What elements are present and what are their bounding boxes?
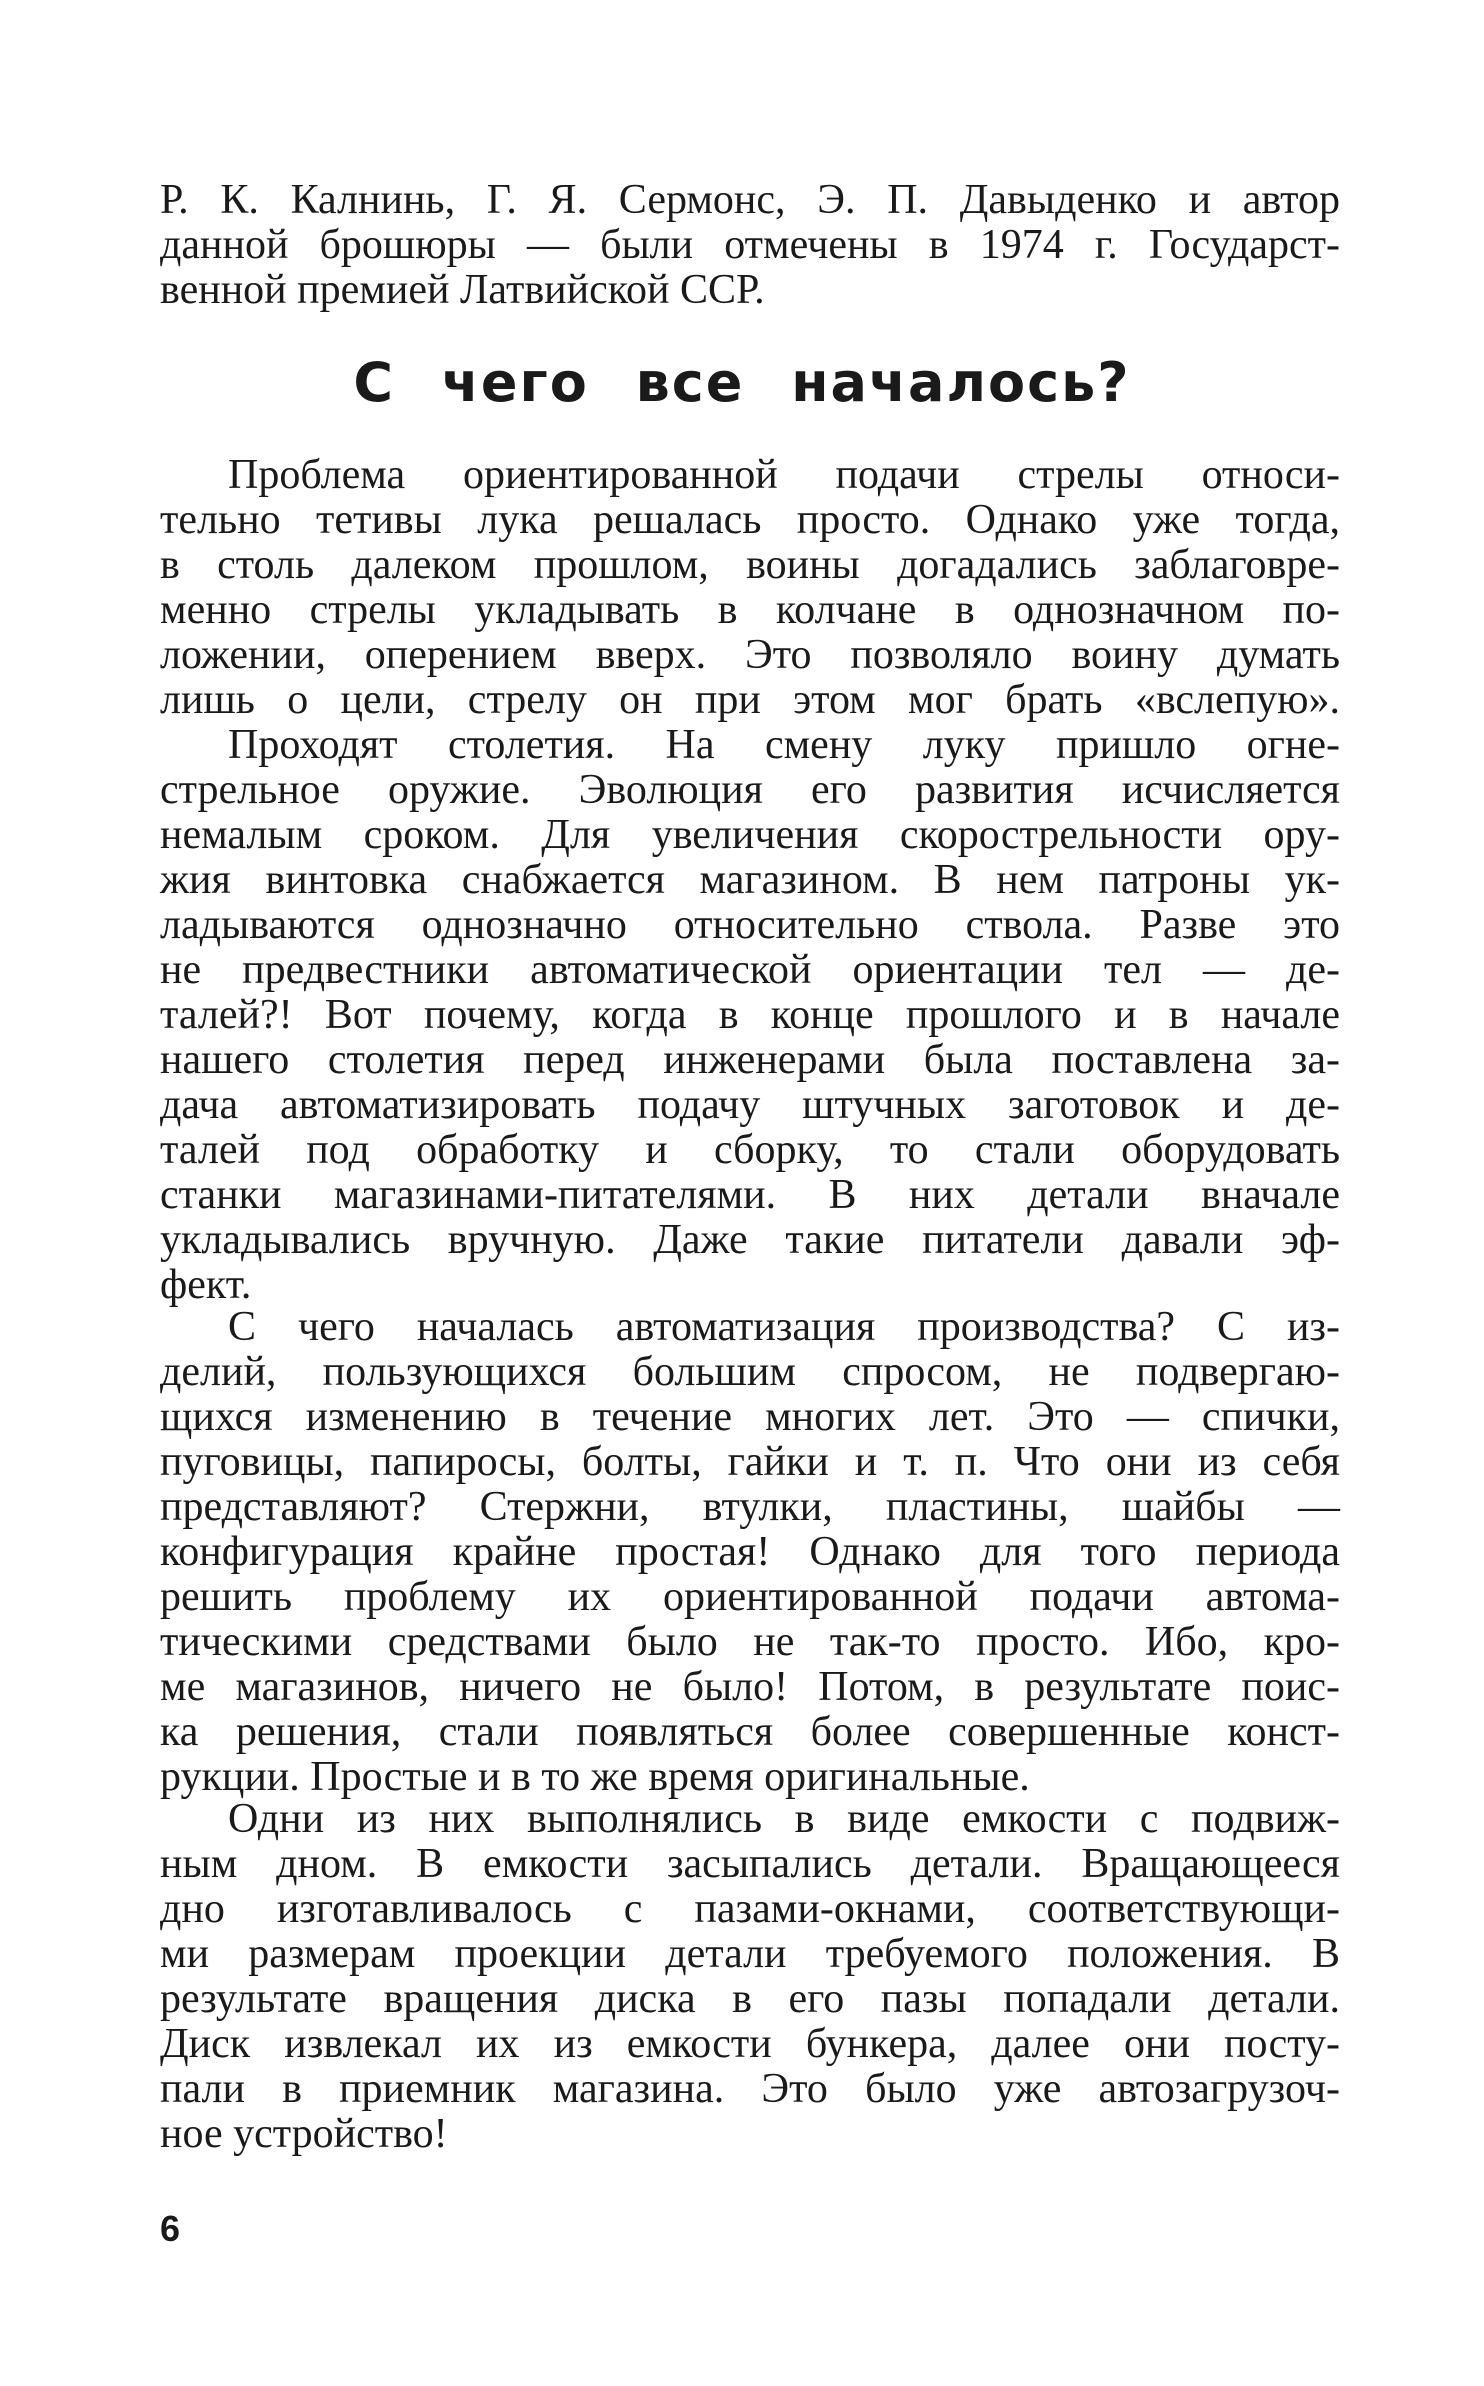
text-line: дно изготавливалось с пазами-окнами, соответствующи- — [160, 1886, 1340, 1932]
text-line: Проблема ориентированной подачи стрелы относи- — [228, 452, 1340, 498]
text-line: немалым сроком. Для увеличения скорострельности ору- — [160, 812, 1340, 858]
text-line: тельно тетивы лука решалась просто. Однако уже тогда, — [160, 497, 1340, 543]
text-line: станки магазинами-питателями. В них детали вначале — [160, 1172, 1340, 1218]
text-line: решить проблему их ориентированной подачи автома- — [160, 1574, 1340, 1620]
text-line: Р. К. Калнинь, Г. Я. Сермонс, Э. П. Давыденко и автор — [160, 177, 1340, 223]
text-line: ложении, оперением вверх. Это позволяло воину думать — [160, 632, 1340, 678]
text-line: пуговицы, папиросы, болты, гайки и т. п. Что они из себя — [160, 1439, 1340, 1485]
text-line: С чего началась автоматизация производства? С из- — [228, 1304, 1340, 1350]
text-line: талей под обработку и сборку, то стали оборудовать — [160, 1127, 1340, 1173]
paragraph-1 — [160, 453, 1340, 723]
text-line: представляют? Стержни, втулки, пластины, шайбы — — [160, 1484, 1340, 1530]
text-line: не предвестники автоматической ориентации тел — де- — [160, 947, 1340, 993]
text-line: Одни из них выполнялись в виде емкости с подвиж- — [228, 1796, 1340, 1842]
text-line: ладываются однозначно относительно ствола. Разве это — [160, 902, 1340, 948]
text-line: ми размерам проекции детали требуемого положения. В — [160, 1931, 1340, 1977]
text-line: нашего столетия перед инженерами была поставлена за- — [160, 1037, 1340, 1083]
text-line: лишь о цели, стрелу он при этом мог брать «вслепую». — [160, 677, 1340, 723]
text-line: жия винтовка снабжается магазином. В нем патроны ук- — [160, 857, 1340, 903]
text-line: делий, пользующихся большим спросом, не подвергаю- — [160, 1349, 1340, 1395]
text-line: конфигурация крайне простая! Однако для того периода — [160, 1529, 1340, 1575]
text-line: данной брошюры — были отмечены в 1974 г. Государст- — [160, 222, 1340, 268]
text-line: ка решения, стали появляться более совершенные конст- — [160, 1709, 1340, 1755]
page-number: 6 — [160, 2208, 181, 2249]
text-line: в столь далеком прошлом, воины догадались заблаговре- — [160, 542, 1340, 588]
text-line: фект. — [160, 1262, 252, 1308]
text-line: ме магазинов, ничего не было! Потом, в результате поис- — [160, 1664, 1340, 1710]
text-line: тическими средствами было не так-то просто. Ибо, кро- — [160, 1619, 1340, 1665]
text-line: Проходят столетия. На смену луку пришло огне- — [228, 722, 1340, 768]
paragraph-4 — [160, 1797, 1340, 2157]
text-line: укладывались вручную. Даже такие питатели давали эф- — [160, 1217, 1340, 1263]
text-line: пали в приемник магазина. Это было уже автозагрузоч- — [160, 2066, 1340, 2112]
text-line: щихся изменению в течение многих лет. Это — спички, — [160, 1394, 1340, 1440]
text-line: ным дном. В емкости засыпались детали. Вращающееся — [160, 1841, 1340, 1887]
text-line: менно стрелы укладывать в колчане в однозначном по- — [160, 587, 1340, 633]
text-line: венной премией Латвийской ССР. — [160, 267, 765, 313]
text-line: ное устройство! — [160, 2111, 448, 2157]
paragraph-3 — [160, 1305, 1340, 1800]
text-line: дача автоматизировать подачу штучных заготовок и де- — [160, 1082, 1340, 1128]
intro-paragraph — [160, 178, 1340, 313]
text-line: талей?! Вот почему, когда в конце прошлого и в начале — [160, 992, 1340, 1038]
text-line: стрельное оружие. Эволюция его развития исчисляется — [160, 767, 1340, 813]
paragraph-2 — [160, 723, 1340, 1308]
text-line: Диск извлекал их из емкости бункера, далее они посту- — [160, 2021, 1340, 2067]
text-line: рукции. Простые и в то же время оригинальные. — [160, 1754, 1030, 1800]
section-heading: С чего все началось? — [353, 351, 1131, 414]
text-line: результате вращения диска в его пазы попадали детали. — [160, 1976, 1340, 2022]
